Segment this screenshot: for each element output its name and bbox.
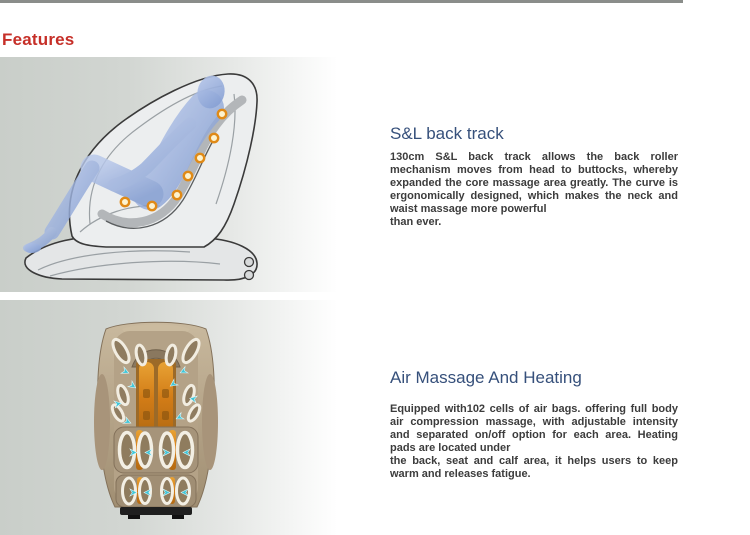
massage-chair-front-airbag-photo — [92, 317, 220, 523]
body-text-line: expanded the core massage area greatly. The curve is — [390, 177, 678, 189]
body-text-line: Equipped with102 cells of air bags. offering full body — [390, 403, 678, 415]
section-heading-air-massage: Air Massage And Heating — [390, 368, 582, 387]
section-body-air-massage — [390, 403, 678, 481]
body-text-line: the back, seat and calf area, it helps users to keep — [390, 455, 678, 467]
section-heading-back-track: S&L back track — [390, 124, 504, 143]
massage-chair-side-view-illustration — [10, 64, 310, 286]
section-body-back-track — [390, 151, 678, 229]
body-text-line: waist massage more powerful — [390, 203, 547, 215]
body-text-line: than ever. — [390, 216, 442, 228]
body-text-line: and separated on/off option for each area. Heating — [390, 429, 678, 441]
features-heading: Features — [2, 30, 75, 49]
body-text-line: warm and releases fatigue. — [390, 468, 531, 480]
body-text-line: mechanism moves from head to buttocks, whereby — [390, 164, 678, 176]
body-text-line: 130cm S&L back track allows the back roller — [390, 151, 678, 163]
top-divider-bar — [0, 0, 683, 3]
body-text-line: ergonomically designed, which makes the neck and — [390, 190, 678, 202]
body-text-line: pads are located under — [390, 442, 511, 454]
body-text-line: air compression massage, with adjustable intensity — [390, 416, 678, 428]
